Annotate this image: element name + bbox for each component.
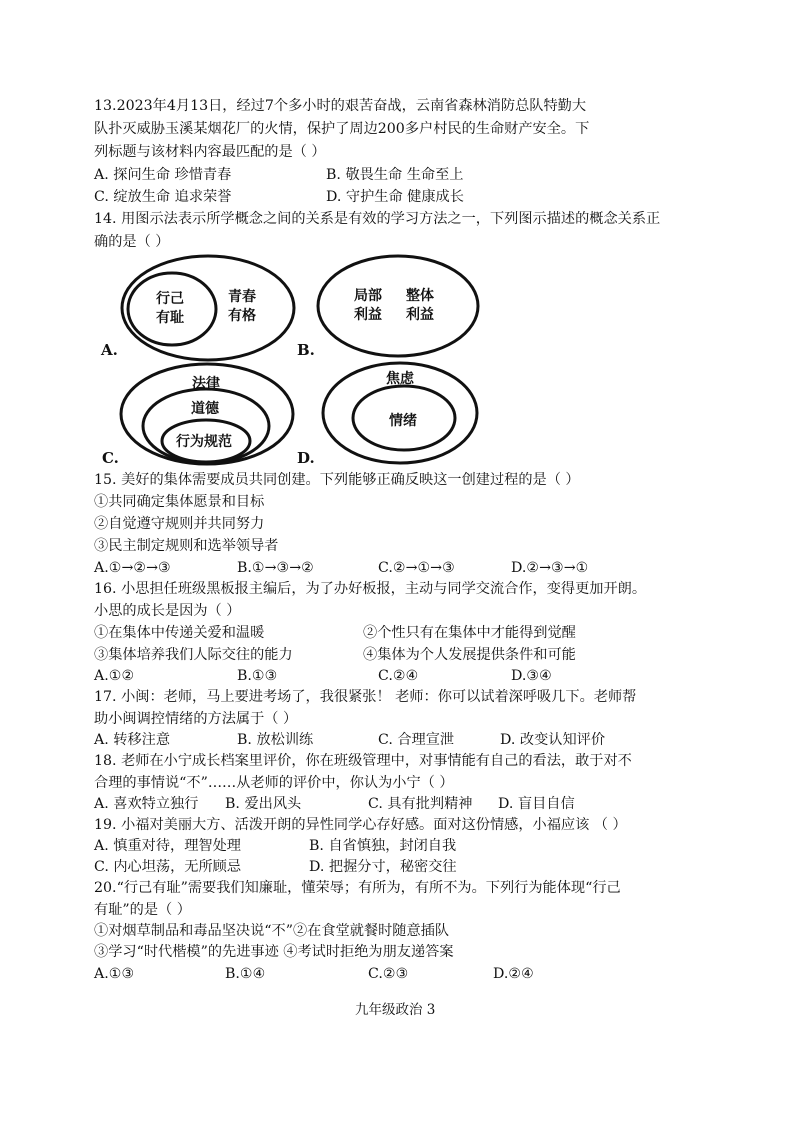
diagram-a-svg: [100, 252, 300, 364]
diagram-b: [314, 252, 484, 364]
q19-option-b: B. 自省慎独，封闭自我: [309, 838, 457, 854]
q16-option-b: B.①③: [237, 668, 278, 684]
q16-option-a: A.①②: [94, 668, 135, 684]
q18-option-d: D. 盲目自信: [498, 796, 575, 812]
diagram-b-left-text-2: 利益: [354, 307, 382, 323]
q19-line-1: 19. 小福对美丽大方、活泼开朗的异性同学心存好感。面对这份情感，小福应该 （ ）: [94, 817, 627, 833]
q13-option-b: B. 敬畏生命 生命至上: [326, 167, 464, 183]
q19-option-c: C. 内心坦荡，无所顾忌: [94, 859, 242, 875]
diagram-b-label: B.: [297, 341, 315, 359]
q15-item-2: ②自觉遵守规则并共同努力: [94, 516, 265, 532]
diagram-d: [320, 360, 480, 466]
q16-option-d: D.③④: [511, 668, 552, 684]
q17-option-c: C. 合理宣泄: [378, 732, 455, 748]
q16-item-2: ②个性只有在集体中才能得到觉醒: [363, 625, 576, 641]
q20-item-1: ①对烟草制品和毒品坚决说“不”②在食堂就餐时随意插队: [94, 923, 450, 939]
diagram-b-right-text-2: 利益: [406, 307, 434, 323]
q13-line-1: 13.2023年4月13日，经过7个多小时的艰苦奋战，云南省森林消防总队特勤大: [94, 98, 587, 114]
q18-line-2: 合理的事情说“不”……从老师的评价中，你认为小宁（ ）: [94, 775, 454, 791]
q15-line-1: 15. 美好的集体需要成员共同创建。下列能够正确反映这一创建过程的是（ ）: [94, 472, 580, 488]
diagram-c-svg: [118, 362, 298, 468]
diagram-a-inner-text-1: 行己: [156, 291, 184, 307]
q16-item-4: ④集体为个人发展提供条件和可能: [363, 647, 576, 663]
diagram-a-outer-text-2: 有格: [228, 308, 256, 324]
diagram-a-inner-text-2: 有耻: [156, 310, 184, 326]
q13-option-d: D. 守护生命 健康成长: [326, 189, 464, 205]
page-footer: 九年级政治 3: [355, 1002, 436, 1018]
q16-line-1: 16. 小思担任班级黑板报主编后，为了办好板报，主动与同学交流合作，变得更加开朗。: [94, 581, 647, 597]
q14-line-1: 14. 用图示法表示所学概念之间的关系是有效的学习方法之一，下列图示描述的概念关系正: [94, 211, 661, 227]
q17-option-b: B. 放松训练: [237, 732, 314, 748]
q19-option-a: A. 慎重对待，理智处理: [94, 838, 241, 854]
diagram-a-label: A.: [101, 341, 118, 359]
q15-option-b: B.①→③→②: [237, 560, 314, 576]
q16-option-c: C.②④: [378, 668, 419, 684]
q13-line-2: 队扑灭威胁玉溪某烟花厂的火情，保护了周边200多户村民的生命财产安全。下: [94, 121, 590, 137]
diagram-c: [118, 362, 298, 468]
q15-item-3: ③民主制定规则和选举领导者: [94, 538, 279, 554]
q20-option-a: A.①③: [94, 966, 135, 982]
q18-option-c: C. 具有批判精神: [368, 796, 473, 812]
q20-line-2: 有耻”的是（ ）: [94, 902, 191, 918]
q15-option-c: C.②→①→③: [378, 560, 455, 576]
diagram-d-svg: [320, 360, 480, 466]
diagram-a: [100, 252, 300, 364]
q20-option-c: C.②③: [368, 966, 409, 982]
q19-option-d: D. 把握分寸，秘密交往: [309, 859, 457, 875]
q18-line-1: 18. 老师在小宁成长档案里评价，你在班级管理中，对事情能有自己的看法，敢于对不: [94, 753, 632, 769]
q20-option-d: D.②④: [493, 966, 534, 982]
diagram-c-outer-text: 法律: [192, 376, 220, 392]
diagram-a-outer-ellipse: [122, 256, 294, 360]
diagram-d-outer-text: 焦虑: [386, 371, 414, 387]
q15-option-a: A.①→②→③: [94, 560, 171, 576]
q13-line-3: 列标题与该材料内容最匹配的是（ ）: [94, 144, 326, 160]
q17-line-1: 17. 小闽：老师，马上要进考场了，我很紧张！ 老师：你可以试着深呼吸几下。老师帮: [94, 689, 637, 705]
diagram-b-right-text-1: 整体: [406, 288, 434, 304]
q16-line-2: 小思的成长是因为（ ）: [94, 603, 241, 619]
q17-option-d: D. 改变认知评价: [500, 732, 606, 748]
q17-option-a: A. 转移注意: [94, 732, 171, 748]
diagram-c-label: C.: [102, 449, 119, 467]
diagram-d-inner-text: 情绪: [389, 413, 417, 429]
diagram-a-outer-text-1: 青春: [228, 289, 256, 305]
diagram-c-middle-text: 道德: [191, 401, 219, 417]
diagram-c-inner-text: 行为规范: [176, 434, 232, 450]
diagram-a-inner-ellipse: [128, 273, 216, 345]
q20-line-1: 20.“行己有耻”需要我们知廉耻，懂荣辱；有所为，有所不为。下列行为能体现“行己: [94, 880, 621, 896]
q20-option-b: B.①④: [225, 966, 266, 982]
q17-line-2: 助小闽调控情绪的方法属于（ ）: [94, 711, 298, 727]
q20-item-2: ③学习“时代楷模”的先进事迹 ④考试时拒绝为朋友递答案: [94, 944, 454, 960]
q14-line-2: 确的是（ ）: [94, 234, 170, 250]
diagram-d-label: D.: [297, 449, 315, 467]
q16-item-3: ③集体培养我们人际交往的能力: [94, 647, 293, 663]
diagram-b-left-text-1: 局部: [354, 288, 382, 304]
q18-option-a: A. 喜欢特立独行: [94, 796, 199, 812]
q16-item-1: ①在集体中传递关爱和温暖: [94, 625, 265, 641]
q15-option-d: D.②→③→①: [511, 560, 589, 576]
diagram-b-svg: [314, 252, 484, 364]
diagram-b-ellipse: [318, 256, 478, 356]
q13-option-c: C. 绽放生命 追求荣誉: [94, 189, 232, 205]
q15-item-1: ①共同确定集体愿景和目标: [94, 494, 265, 510]
q13-option-a: A. 探问生命 珍惜青春: [94, 167, 232, 183]
q18-option-b: B. 爱出风头: [225, 796, 302, 812]
